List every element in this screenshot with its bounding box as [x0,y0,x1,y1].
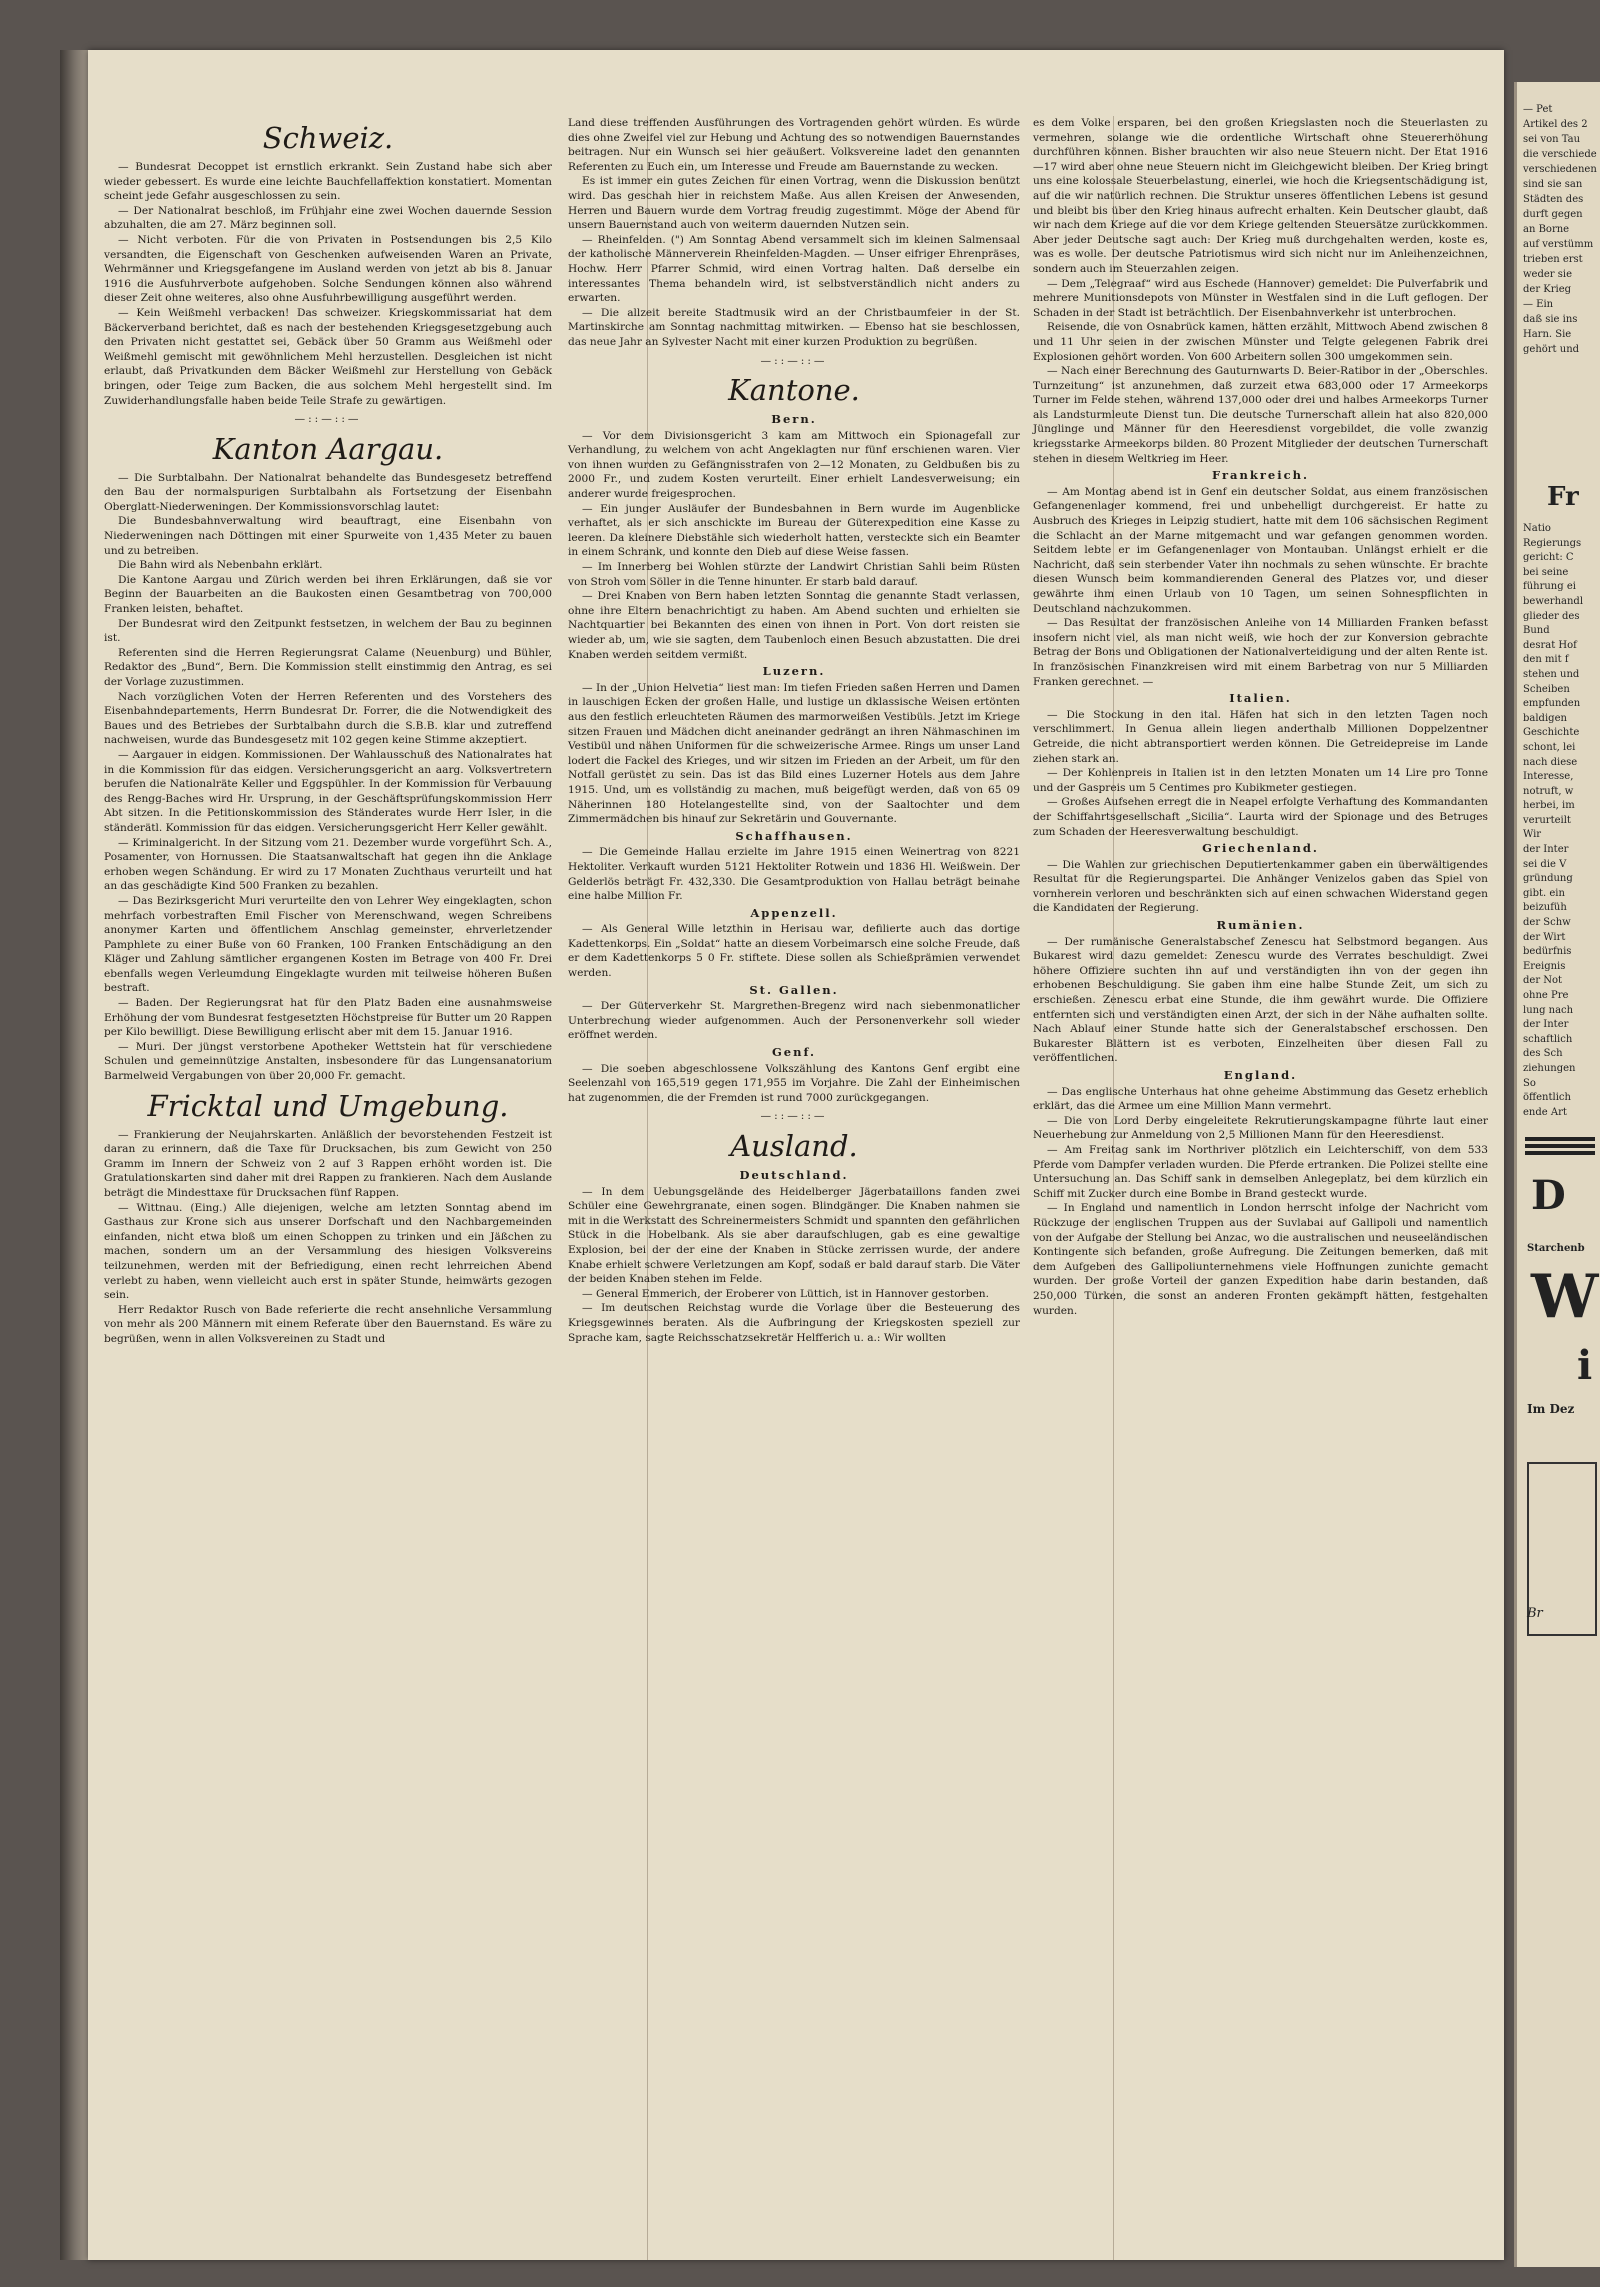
adjacent-line: stehen und [1523,668,1580,680]
adjacent-line: schont, lei [1523,741,1576,753]
adjacent-line: notruft, w [1523,785,1574,797]
article: — Frankierung der Neujahrskarten. Anläßlich der bevorstehenden Festzeit ist daran zu erinnern, daß die Taxe für Drucksachen, bis zum Gewicht von 250 Gramm im Innern der Schweiz von 2 auf 3 Rappen erhöht worden ist. Die Gratulationskarten sind daher mit drei Rappen zu frankieren. Nach dem Auslande beträgt die Mindesttaxe für Drucksachen fünf Rappen. [104,1128,552,1199]
article: — Bundesrat Decoppet ist ernstlich erkrankt. Sein Zustand habe sich aber wieder gebessert. Es wurde eine leichte Bauchfellaffektion konstatiert. Momentan scheint jede Gefahr ausgeschlossen zu sein. [104,161,552,203]
adjacent-line: verschiedenen [1523,164,1597,175]
separator: —::—::— [760,1110,828,1123]
ad-letter: D [1531,1172,1566,1219]
subheading-england: England. [1223,1068,1298,1082]
article: — Dem „Telegraaf“ wird aus Eschede (Hannover) gemeldet: Die Pulverfabrik und mehrere Munitionsdepots von Münster in Westfalen sind in die Luft geflogen. Der Schaden in der Stadt ist beträchtlich. Der Eisenbahnverkehr ist unterbrochen. [1033,277,1488,319]
newspaper-page [88,50,1504,2260]
subheading-italien: Italien. [1229,691,1292,706]
adjacent-line: ziehungen [1523,1062,1576,1074]
adjacent-line: gericht: C [1523,552,1574,564]
ad-text: Starchenb [1527,1243,1585,1254]
article: Referenten sind die Herren Regierungsrat Calame (Neuenburg) und Bühler, Redaktor des „Bund“, Bern. Die Kommission stellt einstimmig den Antrag, es sei der Vorlage zuzustimmen. [104,646,552,688]
adjacent-line: schaftlich [1523,1033,1573,1045]
article: — Das englische Unterhaus hat ohne geheime Abstimmung das Gesetz erheblich erklärt, das die Armee um eine Million Mann vermehrt. [1033,1085,1488,1113]
adjacent-line: Ereignis [1523,960,1566,972]
adjacent-line: des Sch [1523,1048,1563,1060]
adjacent-line: nach diese [1523,756,1578,768]
adjacent-line: gehört und [1523,344,1580,355]
adjacent-line: glieder des [1523,610,1580,622]
article: — Die Surbtalbahn. Der Nationalrat behandelte das Bundesgesetz betreffend den Bau der normalspurigen Surbtalbahn als Fortsetzung der Eisenbahn Oberglatt-Niederweningen. Der Kommissionsvorschlag lautet: [104,471,552,513]
adjacent-line: der Inter [1523,844,1569,856]
adjacent-line: baldigen [1523,712,1567,724]
article: — Nicht verboten. Für die von Privaten in Postsendungen bis 2,5 Kilo versandten, die Eigenschaft von Geschenken aufweisenden Waren an Private, Wehrmänner und Kriegsgefangene im Ausland werden von jetzt ab bis 8. Januar 1916 die Ausfuhrverbote aufgehoben. Solche Sendungen können also während dieser Zeit ohne weiteres, also ohne Ausfuhrbewilligung ausgeführt werden. [104,233,552,305]
adjacent-heading: Fr [1547,482,1579,512]
adjacent-line: Natio [1523,523,1551,534]
article: Nach vorzüglichen Voten der Herren Referenten und des Vorstehers des Eisenbahndepartements, Herrn Bundesrat Dr. Forrer, die die Notwendigkeit des Baues und des Betriebes der Surbtalbahn durch die S.B.B. klar und zutreffend nachweisen, wurde das Bundesgesetz mit 102 gegen keine Stimme akzeptiert. [104,690,552,747]
ad-letter: W [1531,1262,1599,1332]
adjacent-line: sind sie san [1523,179,1583,190]
article: — In dem Uebungsgelände des Heidelberger Jägerbataillons fanden zwei Schüler eine Gewehrgranate, einen sogen. Blindgänger. Die Knaben nahmen sie mit in die Werkstatt des Schreinermeisters Schmidt und spannten den gefährlichen Stück in die Hobelbank. Als sie aber daraufschlugen, gab es eine gewaltige Explosion, bei der der eine der Knaben in Stücke zerrissen wurde, der andere Knabe erhielt schwere Verletzungen am Kopf, sodaß er bald darauf starb. Die Väter der beiden Knaben stehen im Felde. [568,1185,1020,1286]
article: Die Kantone Aargau und Zürich werden bei ihren Erklärungen, daß sie vor Beginn der Bauarbeiten an die Baukosten einen Gesamtbetrag von 700,000 Franken leisten, behaftet. [104,573,552,616]
adjacent-line: bei seine [1523,566,1569,578]
article: Reisende, die von Osnabrück kamen, hätten erzählt, Mittwoch Abend zwischen 8 und 11 Uhr seien in der zwischen Münster und Telgte gelegenen Fabrik drei Explosionen gehört worden. Von 600 Arbeitern sollen 300 umgekommen sein. [1033,321,1488,363]
section-title-aargau: Kanton Aargau. [212,431,444,466]
adjacent-line: weder sie [1523,269,1573,280]
adjacent-line: bewerhandl [1523,595,1584,607]
adjacent-line: Artikel des 2 [1523,119,1588,130]
column-1 [104,116,552,1347]
article: Die Bundesbahnverwaltung wird beauftragt, eine Eisenbahn von Niederweningen nach Döttingen mit einer Spurweite von 1,435 Meter zu bauen und zu betreiben. [104,515,552,557]
article: Land diese treffenden Ausführungen des Vortragenden gehört würden. Es würde dies ohne Zweifel viel zur Hebung und Achtung des so notwendigen Bauernstandes beitragen. Nur ein Wunsch sei hier geäußert. Volksvereine ladet den genannten Referenten zu Euch ein, um Interesse und Freude am Bauernstande zu wecken. [568,117,1020,173]
adjacent-line: öffentlich [1523,1092,1571,1104]
article: — Das Resultat der französischen Anleihe von 14 Milliarden Franken befasst insofern nicht viel, als man nicht weiß, wie hoch der zur Konversion gebrachte Betrag der Bons und Obligationen der Nationalverteidigung und der alten Rente ist. In französischen Finanzkreisen wird mit einem Barbetrag von nur 5 Milliarden Franken gerechnet. — [1033,617,1488,688]
article: — Baden. Der Regierungsrat hat für den Platz Baden eine ausnahmsweise Erhöhung der vom Bundesrat festgesetzten Höchstpreise für Butter um 20 Rappen per Kilo bewilligt. Diese Bewilligung erlischt aber mit dem 15. Januar 1916. [104,997,552,1039]
adjacent-line: Städten des [1523,194,1584,205]
article: — Vor dem Divisionsgericht 3 kam am Mittwoch ein Spionagefall zur Verhandlung, zu welchem von acht Angeklagten nur fünf erschienen waren. Vier von ihnen wurden zu Gefängnisstrafen von 2—12 Monaten, zu Geldbußen bis zu 2000 Fr., und zudem Kosten verurteilt. Einer erhielt Landesverweisung; ein anderer wurde freigesprochen. [568,429,1020,501]
article: — Am Montag abend ist in Genf ein deutscher Soldat, aus einem französischen Gefangenenlager kommend, frei und unbehelligt durchgereist. Er hatte zu Ausbruch des Krieges in Leipzig studiert, hatte mit dem 106 sächsischen Regiment die Schlacht an der Marne mitgemacht und war gefangen genommen worden. Seitdem lebte er im Gefangenenlager von Montauban. Unlängst erhielt er die Nachricht, daß sein sterbender Vater ihn nochmals zu sehen wünschte. Er brachte diesen Wunsch beim kommandierenden General des Platzes vor, und dieser gewährte ihm einen Urlaub von 10 Tagen, um seinen Sohnespflichten in Deutschland nachzukommen. [1033,485,1488,615]
rule [1525,1144,1595,1148]
adjacent-line: der Not [1523,975,1563,987]
ad-text: Im Dez [1527,1402,1575,1416]
article: — Der Kohlenpreis in Italien ist in den letzten Monaten um 14 Lire pro Tonne und der Gaspreis um 5 Centimes pro Kubikmeter gestiegen. [1033,767,1488,794]
section-title-fricktal: Fricktal und Umgebung. [147,1088,509,1123]
subheading-frankreich: Frankreich. [1212,468,1309,483]
adjacent-line: bedürfnis [1523,946,1572,958]
adjacent-line: lung nach [1523,1004,1574,1016]
adjacent-line: sei die V [1523,858,1567,870]
adjacent-line: der Krieg [1523,284,1572,295]
article: — Drei Knaben von Bern haben letzten Sonntag die genannte Stadt verlassen, ohne ihre Eltern benachrichtigt zu haben. Am Abend suchten und erhielten sie Nachtquartier bei Bekannten des einen von ihnen in Port. Von dort reisten sie wieder ab, um, wie sie sagten, dem Taubenloch einen Besuch abzustatten. Die drei Knaben werden seitdem vermißt. [568,590,1020,661]
separator: —::—::— [760,354,828,367]
subheading-schaffhausen: Schaffhausen. [735,828,853,843]
adjacent-line: So [1523,1077,1536,1089]
ad-letter: i [1577,1342,1593,1389]
article: — Der rumänische Generalstabschef Zenescu hat Selbstmord begangen. Aus Bukarest wird dazu gemeldet: Zenescu wurde des Verrates beschuldigt. Zwei höhere Offiziere suchten ihn auf und verständigten ihn von der gegen ihn erhobenen Beschuldigung. Sie gaben ihm eine halbe Stunde Zeit, um sich zu erschießen. Zenescu erbat eine Stunde, die ihm gewährt wurde. Die Offiziere entfernten sich und verständigten einen Arzt, der sich in der Nähe aufhalten sollte. Nach Ablauf einer Stunde hatte sich der Generalstabschef erschossen. Den Bukarester Blättern ist es verboten, Einzelheiten über diesen Fall zu veröffentlichen. [1033,935,1488,1065]
adjacent-line: ende Art [1523,1106,1567,1118]
article: — Kriminalgericht. In der Sitzung vom 21. Dezember wurde vorgeführt Sch. A., Posamenter, von Hornussen. Die Staatsanwaltschaft hat gegen ihn die Anklage erhoben wegen Schändung. Er wird zu 17 Monaten Zuchthaus verurteilt und hat an das geschädigte Kind 500 Franken zu bezahlen. [104,836,552,893]
article: es dem Volke ersparen, bei den großen Kriegslasten noch die Steuerlasten zu vermehren, solange wie die ordentliche Wirtschaft ohne Steuererhöhung durchführen können. Bisher brauchten wir also neue Steuern nicht. Der Etat 1916—17 wird aber ohne neue Steuern nicht im Gleichgewicht bleiben. Der Krieg bringt uns eine kolossale Steuerbelastung, einerlei, wie hoch die Kriegsentschädigung ist, auf die wir natürlich rechnen. Die Struktur unseres öffentlichen Lebens ist gesund und bleibt bis über den Krieg hinaus aufrecht erhalten. Kein Deutscher glaubt, daß wir nach dem Kriege auf die vor dem Kriege geltenden Steuersätze zurückkommen. Aber jeder Deutsche sagt auch: Der Krieg muß durchgehalten werden, koste es, was es wolle. Der deutsche Patriotismus wird sich nicht nur im Anleihenzeichnen, sondern auch im Steuerzahlen zeigen. [1033,117,1488,275]
article: — Die Gemeinde Hallau erzielte im Jahre 1915 einen Weinertrag von 8221 Hektoliter. Verkauft wurden 5121 Hektoliter Rotwein und 1836 Hl. Weißwein. Der Gelderlös beträgt Fr. 432,330. Die Gesamtproduktion von Hallau beträgt beinahe eine halbe Million Fr. [568,846,1020,903]
article: Der Bundesrat wird den Zeitpunkt festsetzen, in welchem der Bau zu beginnen ist. [104,617,552,645]
adjacent-line: Geschichte [1523,727,1580,739]
adjacent-line: trieben erst [1523,254,1583,265]
adjacent-line: der Schw [1523,917,1571,929]
article: Herr Redaktor Rusch von Bade referierte die recht ansehnliche Versammlung von mehr als 200 Männern mit einem Referate über den Bauernstand. Es wäre zu begrüßen, wenn in allen Volksvereinen zu Stadt und [104,1303,552,1345]
adjacent-line: den mit f [1523,654,1569,666]
subheading-bern: Bern. [771,412,817,427]
adjacent-line: durft gegen [1523,209,1583,220]
article: — Nach einer Berechnung des Gauturnwarts D. Beier-Ratibor in der „Oberschles. Turnzeitung“ ist anzunehmen, daß zurzeit etwa 683,000 oder 17 Armeekorps Turner im Felde stehen, während 137,000 oder drei und halbes Armeekorps Turner als Landsturmleute Dienst tun. Die deutsche Turnerschaft allein hat also 820,000 Jünglinge und Männer für den Heeresdienst vorgebildet, die volle zwanzig kriegsstarke Armeekorps bilden. 80 Prozent Mitglieder der deutschen Turnerschaft stehen in diesem Weltkrieg im Heer. [1033,365,1488,465]
adjacent-page-text [1523,522,1583,1120]
article: — Kein Weißmehl verbacken! Das schweizer. Kriegskommissariat hat dem Bäckerverband berichtet, daß es nach der bestehenden Kriegsgesetzgebung auch den Privaten nicht gestattet sei, Gebäck über 50 Gramm aus Weißmehl oder Weißmehl gemischt mit gewöhnlichem Mehl herzustellen. Desgleichen ist nicht erlaubt, daß Privatkunden dem Bäcker Weißmehl zur Herstellung von Gebäck bringen, oder Teige zum Backen, die aus solchem Mehl hergestellt sind. Im Zuwiderhandlungsfalle haben beide Teile Strafe zu gewärtigen. [104,306,552,407]
article: — Als General Wille letzthin in Herisau war, defilierte auch das dortige Kadettenkorps. Ein „Soldat“ hatte an diesem Vorbeimarsch eine solche Freude, daß er dem Kadettenkorps 5 0 Fr. stiftete. Diese sollen als Schießprämien verwendet werden. [568,923,1020,980]
column-2 [568,116,1020,1345]
adjacent-line: sei von Tau [1523,134,1581,145]
article: — Aargauer in eidgen. Kommissionen. Der Wahlausschuß des Nationalrates hat in die Kommission für das eidgen. Versicherungsgericht an aarg. Volksvertretern berufen die Nationalräte Keller und Eggspühler. In der Kommission für Verbauung des Rengg-Baches wird Hr. Ursprung, in der Geschäftsprüfungskommission Herr Abt sitzen. In die Petitionskommission des Ständerates wurde Herr Isler, in die ständerätl. Kommission für das eidgen. Versicherungsgericht Herr Keller gewählt. [104,748,552,834]
subheading-genf: Genf. [771,1045,817,1060]
adjacent-line: Wir [1523,829,1542,841]
subheading-deutschland: Deutschland. [739,1168,849,1182]
adjacent-line: gründung [1523,873,1573,885]
adjacent-line: Harn. Sie [1523,329,1572,340]
adjacent-line: der Inter [1523,1019,1569,1031]
article: — Muri. Der jüngst verstorbene Apotheker Wettstein hat für verschiedene Schulen und gemeinnützige Anstalten, insbesondere für das Lungensanatorium Barmelweid Vergabungen von über 20,000 Fr. gemacht. [104,1040,552,1083]
article: — Im Innerberg bei Wohlen stürzte der Landwirt Christian Sahli beim Rüsten von Stroh vom Söller in die Tenne hinunter. Er starb bald darauf. [568,561,1020,588]
rule [1525,1151,1595,1155]
article: — Die Wahlen zur griechischen Deputiertenkammer gaben ein überwältigendes Resultat für die Regierungspartei. Die Anhänger Venizelos gaben das Spiel von vornherein verloren und beschränkten sich auf einen schwachen Widerstand gegen die Kandidaten der Regierung. [1033,858,1488,915]
article: — General Emmerich, der Eroberer von Lüttich, ist in Hannover gestorben. [582,1287,989,1300]
subheading-luzern: Luzern. [762,664,826,679]
adjacent-line: Scheiben [1523,683,1570,695]
adjacent-line: der Wirt [1523,931,1566,943]
separator: —::—::— [294,413,362,426]
article: — Die Stockung in den ital. Häfen hat sich in den letzten Tagen noch verschlimmert. In Genua allein liegen anderthalb Millionen Doppelzentner Getreide, die nicht abtransportiert werden können. Die Getreidepreise im Lande ziehen stark an. [1033,708,1488,765]
article: Die Bahn wird als Nebenbahn erklärt. [118,559,323,572]
adjacent-page-edge [1514,82,1600,2267]
adjacent-line: herbei, im [1523,800,1575,812]
adjacent-line: Regierungs [1523,537,1582,549]
book-binding [60,50,90,2260]
section-title-kantone: Kantone. [728,373,860,408]
article: — Im deutschen Reichstag wurde die Vorlage über die Besteuerung des Kriegsgewinnes beraten. Als die Aufbringung der Kriegskosten speziell zur Sprache kam, sagte Reichsschatzsekretär Helfferich u. a.: Wir wollten [568,1302,1020,1344]
article: — Die allzeit bereite Stadtmusik wird an der Christbaumfeier in der St. Martinskirche am Sonntag nachmittag mitwirken. — Ebenso hat sie beschlossen, das neue Jahr an Sylvester Nacht mit einer kurzen Produktion zu begrüßen. [568,306,1020,348]
article: — In England und namentlich in London herrscht infolge der Nachricht vom Rückzuge der englischen Truppen aus der Suvlabai auf Gallipoli und namentlich von der Aufgabe der Stellung bei Anzac, wo die australischen und neuseeländischen Kontingente sich befanden, große Aufregung. Die Zeitungen bemerken, daß mit dem Aufgeben des Gallipoliunternehmens viele Hoffnungen zunichte gemacht wurden. Der große Vorteil der ganzen Expedition habe darin bestanden, daß 250,000 Türken, die sonst an anderen Fronten gekämpft hätten, festgehalten wurden. [1033,1202,1488,1317]
adjacent-line: an Borne [1523,224,1570,235]
subheading-appenzell: Appenzell. [750,905,838,920]
article: — Der Nationalrat beschloß, im Frühjahr eine zwei Wochen dauernde Session abzuhalten, die am 27. März beginnen soll. [104,204,552,232]
subheading-griechenland: Griechenland. [1202,841,1319,856]
section-title-ausland: Ausland. [730,1129,858,1163]
article: — In der „Union Helvetia“ liest man: Im tiefen Frieden saßen Herren und Damen in lauschigen Ecken der großen Halle, und lustige un dklassische Weisen ertönten aus den festlich erleuchteten Räumen des marmorweißen Vestibüls. Jetzt im Kriege sitzen Frauen und Mädchen dicht aneinander gedrängt an ihren Nähmaschinen im Vestibül und nähen Uniformen für die schweizerische Armee. Rings um unser Land lodert die Fackel des Krieges, und wir sitzen im Frieden an der Arbeit, um für den Notfall gerüstet zu sein. Das ist das Bild eines Luzerner Hotels aus dem Jahre 1915. Und, um es vollständig zu machen, muß beigefügt werden, daß von 65 09 Näherinnen 180 Hotelangestellte sind, von der Saaltochter und dem Zimmermädchen bis hinauf zur Sekretärin und Gouvernante. [568,681,1020,826]
adjacent-line: daß sie ins [1523,314,1578,325]
subheading-stgallen: St. Gallen. [749,982,839,997]
adjacent-line: führung ei [1523,581,1576,593]
article: — Die soeben abgeschlossene Volkszählung des Kantons Genf ergibt eine Seelenzahl von 165,519 gegen 171,955 im Vorjahre. Die Zahl der Einheimischen hat zugenommen, die der Fremden ist rund 7000 zurückgegangen. [568,1062,1020,1104]
article: — Großes Aufsehen erregt die in Neapel erfolgte Verhaftung des Kommandanten der Schiffahrtsgesellschaft „Sicilia“. Laurta wird der Spionage und des Betruges zum Schaden der Heeresverwaltung beschuldigt. [1033,796,1488,838]
article: — Der Güterverkehr St. Margrethen-Bregenz wird nach siebenmonatlicher Unterbrechung wieder aufgenommen. Auch der Personenverkehr soll wieder eröffnet werden. [568,1000,1020,1042]
rule [1525,1137,1595,1141]
adjacent-line: beizufüh [1523,902,1567,914]
article: Es ist immer ein gutes Zeichen für einen Vortrag, wenn die Diskussion benützt wird. Das geschah hier in reichstem Maße. Aus allen Kreisen der Anwesenden, Herren und Bauern wurde dem Vortrag freudig zugestimmt. Möge der Abend für unsern Bauernstand auch von weiterm dauernden Nutzen sein. [568,175,1020,232]
article: — Ein junger Ausläufer der Bundesbahnen in Bern wurde im Augenblicke verhaftet, als er sich anschickte im Bureau der Güterexpedition eine Kasse zu leeren. Da kleinere Diebstähle sich wiederholt hatten, versteckte sich ein Beamter in einem Schrank, und konnte den Dieb auf diese Weise fassen. [568,502,1020,559]
section-title-schweiz: Schweiz. [262,121,394,155]
adjacent-line: empfunden [1523,698,1581,710]
article: — Am Freitag sank im Northriver plötzlich ein Leichterschiff, von dem 533 Pferde vom Dampfer verladen wurden. Die Pferde ertranken. Die Polizei stellte eine Untersuchung an. Das Schiff sank in demselben Anlegeplatz, bei dem kürzlich ein Schiff mit Zucker durch eine Bombe in Brand gesteckt wurde. [1033,1143,1488,1200]
adjacent-line: verurteilt [1523,814,1571,826]
adjacent-line: Interesse, [1523,771,1574,783]
adjacent-line: auf verstümm [1523,239,1594,250]
subheading-rumaenien: Rumänien. [1216,918,1305,933]
article: — Das Bezirksgericht Muri verurteilte den von Lehrer Wey eingeklagten, schon mehrfach vorbestraften Emil Fischer von Merenschwand, wegen Schreibens anonymer Karten und öffentlichem Anschlag gemeinster, ehrverletzender Pamphlete zu einer Buße von 60 Franken, 100 Franken Entschädigung an den Kläger und Zahlung sämtlicher ergangenen Kosten im Betrage von 400 Fr. Drei ebenfalls wegen Verleumdung Eingeklagte wurden mit teilweise höheren Bußen bestraft. [104,894,552,995]
article: — Rheinfelden. (") Am Sonntag Abend versammelt sich im kleinen Salmensaal der katholische Männerverein Rheinfelden-Magden. — Unser eifriger Ehrenpräses, Hochw. Herr Pfarrer Schmid, wird einen Vortrag halten. Daß derselbe ein interessantes Thema behandeln wird, ist selbstverständlich nicht anders zu erwarten. [568,233,1020,305]
column-3 [1033,116,1488,1318]
adjacent-line: gibt. ein [1523,887,1565,899]
adjacent-page-text [1523,102,1597,357]
article: — Die von Lord Derby eingeleitete Rekrutierungskampagne führte laut einer Neuerhebung zur Anmeldung von 2,5 Millionen Mann für den Heeresdienst. [1033,1114,1488,1142]
article: — Wittnau. (Eing.) Alle diejenigen, welche am letzten Sonntag abend im Gasthaus zur Krone sich aus unserer Dorfschaft und den Nachbargemeinden einfanden, nicht etwa bloß um einen Schoppen zu trinken und ein Jäßchen zu machen, sondern um an der Versammlung des hiesigen Volksvereins teilzunehmen, werden mit der Befriedigung, einen recht lehrreichen Abend verlebt zu haben, wenn vielleicht auch erst in später Stunde, heimwärts gezogen sein. [104,1201,552,1302]
adjacent-line: ohne Pre [1523,990,1569,1001]
adjacent-line: — Ein [1523,299,1554,310]
ad-text: Br [1527,1606,1543,1621]
adjacent-line: Bund [1523,625,1550,637]
adjacent-line: die verschiede [1523,149,1597,160]
adjacent-line: — Pet [1523,104,1553,115]
adjacent-line: desrat Hof [1523,639,1577,651]
